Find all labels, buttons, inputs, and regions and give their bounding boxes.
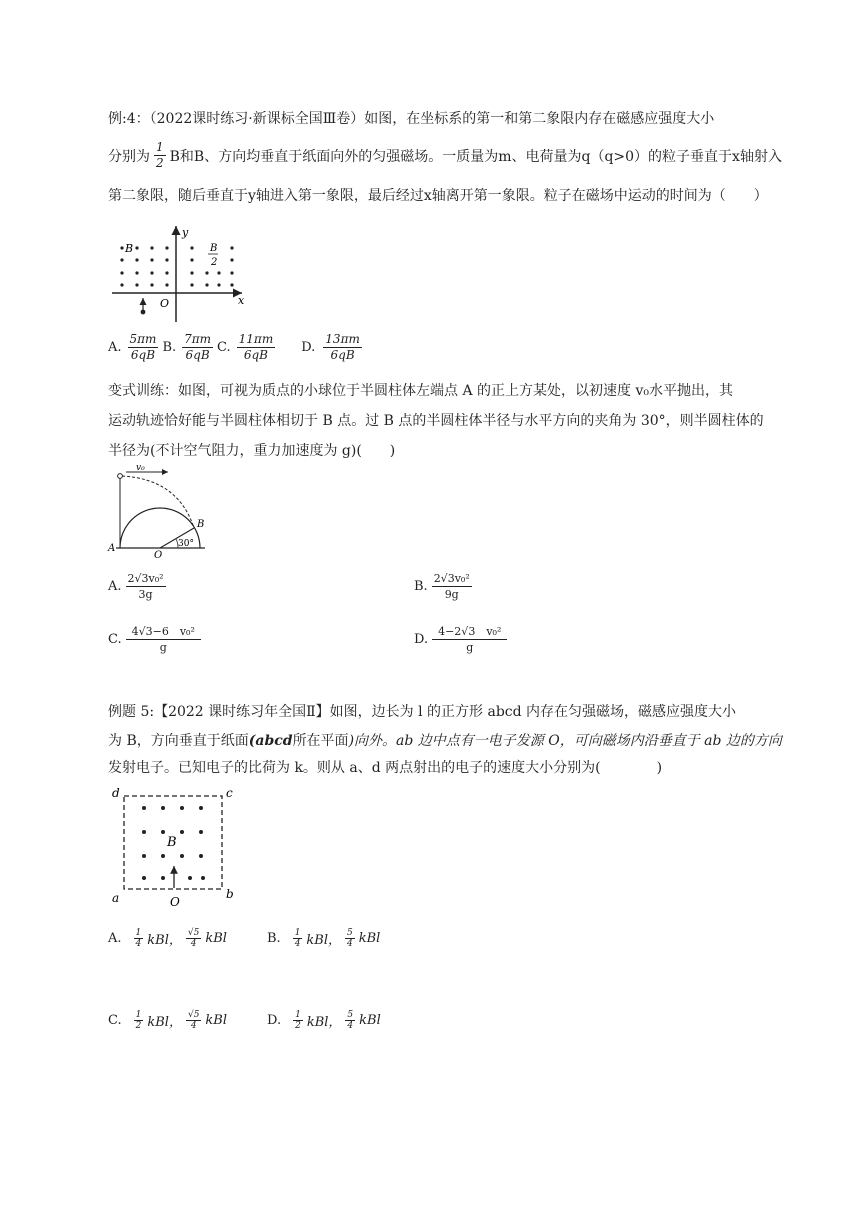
q5-fig-label-b: b [226, 887, 234, 901]
variant-stem-line1: 变式训练：如图，可视为质点的小球位于半圆柱体左端点 A 的正上方某处，以初速度 v₀水平抛出，其 [108, 383, 733, 399]
q5-stem-line1: 例题 5:【2022 课时练习年全国Ⅱ】如图，边长为 l 的正方形 abcd 内存在匀强磁场，磁感应强度大小 [108, 704, 737, 720]
q4-option-D[interactable]: D. $\frac{13\pi m}{6qB}$ [301, 332, 360, 362]
q5-option-C[interactable]: C. $\frac{1}{2}$ kBl， $\frac{√5}{4}$ kBl [108, 1010, 228, 1031]
variant-half-cylinder-figure [108, 463, 212, 561]
variant-option-B[interactable]: B. $\frac{\text{2√3v₀²}}{9g}$ [414, 572, 470, 601]
q5-stem-line3: 发射电子。已知电子的比荷为 k。则从 a、d 两点射出的电子的速度大小分别为( ) [108, 760, 663, 776]
q4-fig-label-O: O [160, 297, 170, 310]
q4-option-C[interactable]: C. $\frac{11\pi m}{6qB}$ [217, 332, 274, 362]
q4-fig-label-B-den: 2 [211, 257, 218, 268]
q5-option-A[interactable]: A. $\frac{1}{4}$ kBl， $\frac{√5}{4}$ kBl [108, 928, 227, 949]
q4-options [108, 332, 366, 363]
q4-stem-line2-start: 分别为 [108, 148, 150, 165]
q4-fig-label-B-num: B [210, 243, 218, 254]
q4-fig-label-x: x [238, 294, 245, 307]
q5-fig-label-d: d [112, 786, 120, 800]
q5-fig-label-B: B [167, 835, 177, 850]
variant-option-D[interactable]: D. $\frac{\text{4−2√3 v₀²}}{g}$ [414, 624, 511, 655]
variant-fig-label-B: B [197, 519, 205, 530]
q5-fig-label-c: c [226, 786, 233, 800]
q4-stem-line2 [108, 140, 782, 171]
variant-fig-label-angle: 30° [178, 539, 194, 549]
q5-fig-label-a: a [112, 891, 120, 905]
q5-option-D[interactable]: D. $\frac{1}{2}$ kBl， $\frac{5}{4}$ kBl [267, 1010, 381, 1031]
q5-stem-line2: 为 B，方向垂直于纸面(abcd所在平面)向外。ab 边中点有一电子发源 O，可向磁场内沿垂直于 ab 边的方向 [108, 733, 782, 749]
q4-half-fraction: $\frac{1}{2}$ [156, 140, 164, 170]
q4-stem-line1: 例:4：（2022课时练习·新课标全国Ⅲ卷）如图，在坐标系的第一和第二象限内存在磁感应强度大小 [108, 111, 715, 127]
variant-fig-label-O: O [154, 550, 163, 561]
q4-stem-line2-end: B和B、方向均垂直于纸面向外的匀强磁场。一质量为m、电荷量为q（q>0）的粒子垂直于x轴射入 [169, 148, 782, 165]
q4-fig-label-y: y [182, 226, 189, 239]
variant-stem-line2: 运动轨迹恰好能与半圆柱体相切于 B 点。过 B 点的半圆柱体半径与水平方向的夹角为 30°，则半圆柱体的 [108, 413, 764, 429]
q5-fig-label-O: O [170, 895, 180, 909]
variant-fig-label-A: A [108, 543, 116, 554]
q4-magnetic-field-figure [112, 222, 252, 326]
q5-option-B[interactable]: B. $\frac{1}{4}$ kBl， $\frac{5}{4}$ kBl [267, 928, 381, 949]
q4-option-A[interactable]: A. $\frac{5\pi m}{6qB}$ [108, 332, 157, 362]
q5-square-field-figure [108, 782, 238, 910]
variant-stem-line3: 半径为(不计空气阻力，重力加速度为 g)( ) [108, 443, 396, 459]
variant-option-C[interactable]: C. $\frac{\text{4√3−6 v₀²}}{g}$ [108, 624, 205, 655]
variant-option-A[interactable]: A. $\frac{\text{2√3v₀²}}{3g}$ [108, 572, 164, 601]
q4-stem-line3: 第二象限，随后垂直于y轴进入第一象限，最后经过x轴离开第一象限。粒子在磁场中运动的时间为（ ） [108, 188, 768, 204]
q4-fig-label-B: B [125, 242, 134, 255]
variant-fig-label-v0: v₀ [136, 463, 145, 473]
q4-option-B[interactable]: B. $\frac{7\pi m}{6qB}$ [162, 332, 212, 362]
